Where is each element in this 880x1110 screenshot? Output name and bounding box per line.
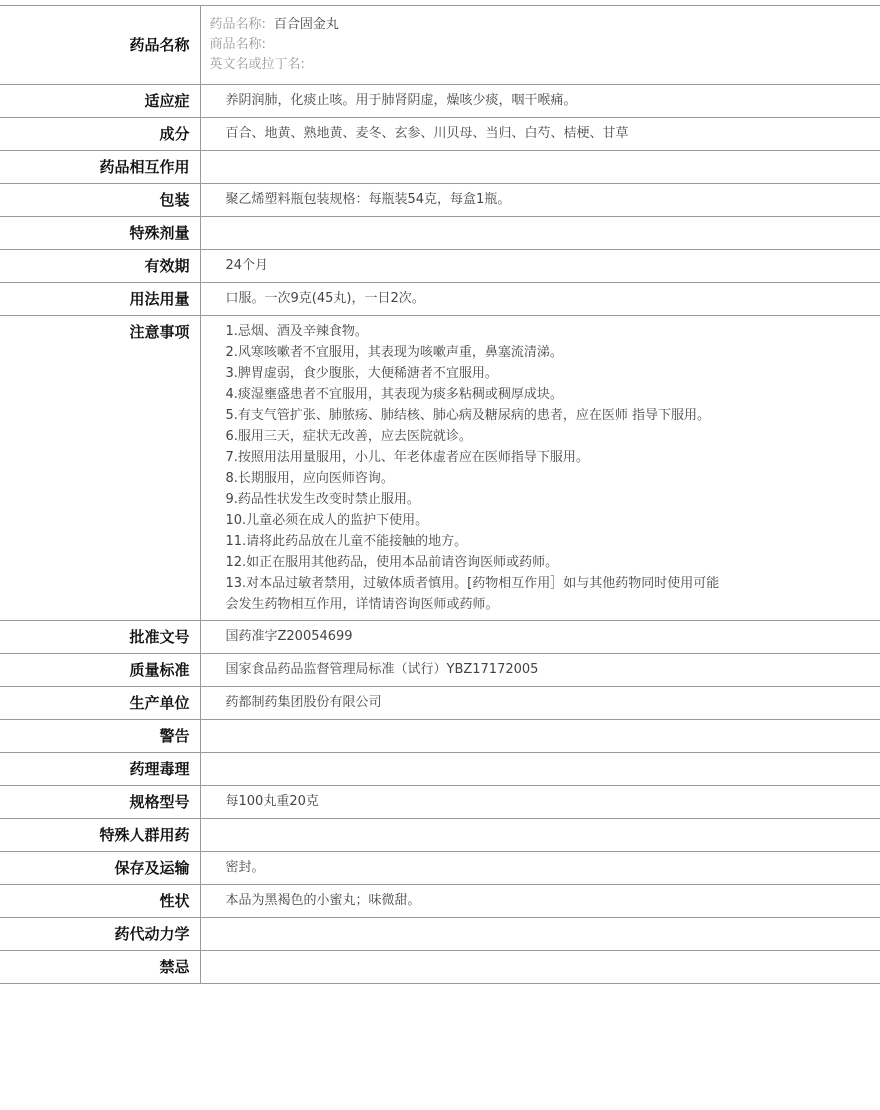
row-validity [0,250,880,283]
precaution-item: 会发生药物相互作用，详情请咨询医师或药师。 [225,597,499,612]
package-label: 包装 [0,184,200,217]
spec-label: 规格型号 [0,786,200,819]
ingredients-label: 成分 [0,118,200,151]
approval-label: 批准文号 [0,621,200,654]
usage-label: 用法用量 [0,283,200,316]
indication-label: 适应症 [0,85,200,118]
precaution-item: 11.请将此药品放在儿童不能接触的地方。 [225,534,468,549]
precaution-item: 8.长期服用，应向医师咨询。 [225,471,394,486]
contraindications-label: 禁忌 [0,951,200,984]
row-usage [0,283,880,316]
row-indication [0,85,880,118]
precautions-value [200,316,880,621]
special-dose-value [200,217,880,250]
row-character [0,885,880,918]
precaution-item: 1.忌烟、酒及辛辣食物。 [225,324,368,339]
row-storage [0,852,880,885]
character-label: 性状 [0,885,200,918]
name-label: 药品名称 [0,6,200,85]
drug-info-table [0,5,880,984]
special-groups-label: 特殊人群用药 [0,819,200,852]
precaution-item: 3.脾胃虚弱，食少腹胀，大便稀溏者不宜服用。 [225,366,498,381]
row-pharmacokinetics [0,918,880,951]
row-standard [0,654,880,687]
row-special-groups [0,819,880,852]
contraindications-value [200,951,880,984]
standard-label: 质量标准 [0,654,200,687]
row-interactions [0,151,880,184]
row-package [0,184,880,217]
character-value: 本品为黑褐色的小蜜丸；味微甜。 [225,893,421,908]
name-value [200,6,880,85]
precaution-item: 12.如正在服用其他药品，使用本品前请咨询医师或药师。 [225,555,559,570]
interactions-label: 药品相互作用 [0,151,200,184]
manufacturer-label: 生产单位 [0,687,200,720]
row-contraindications [0,951,880,984]
package-value: 聚乙烯塑料瓶包装规格：每瓶装54克，每盒1瓶。 [225,192,511,207]
ingredients-value: 百合、地黄、熟地黄、麦冬、玄参、川贝母、当归、白芍、桔梗、甘草 [225,126,629,141]
usage-value: 口服。一次9克(45丸)，一日2次。 [225,291,425,306]
precaution-item: 9.药品性状发生改变时禁止服用。 [225,492,420,507]
manufacturer-value: 药都制药集团股份有限公司 [225,695,382,710]
interactions-value [200,151,880,184]
approval-value: 国药准字Z20054699 [225,629,353,644]
standard-value: 国家食品药品监督管理局标准（试行）YBZ17172005 [225,662,539,677]
precaution-item: 13.对本品过敏者禁用，过敏体质者慎用。[药物相互作用］如与其他药物同时使用可能 [225,576,720,591]
row-manufacturer [0,687,880,720]
row-warning [0,720,880,753]
precaution-item: 6.服用三天，症状无改善，应去医院就诊。 [225,429,472,444]
precaution-item: 4.痰湿壅盛患者不宜服用，其表现为痰多粘稠或稠厚成块。 [225,387,563,402]
generic-name-value: 百合固金丸 [273,17,339,32]
toxicology-label: 药理毒理 [0,753,200,786]
warning-value [200,720,880,753]
trade-name-line: 商品名称: [209,37,266,52]
precaution-item: 5.有支气管扩张、肺脓疡、肺结核、肺心病及糖尿病的患者，应在医师 指导下服用。 [225,408,711,423]
precaution-item: 10.儿童必须在成人的监护下使用。 [225,513,429,528]
storage-label: 保存及运输 [0,852,200,885]
row-name [0,6,880,85]
pharmacokinetics-value [200,918,880,951]
row-special-dose [0,217,880,250]
generic-name-line [210,15,871,35]
validity-value: 24个月 [225,258,269,273]
storage-value: 密封。 [225,860,265,875]
precautions-label: 注意事项 [0,316,200,621]
english-name-line: 英文名或拉丁名: [209,57,305,72]
row-precautions [0,316,880,621]
spec-value: 每100丸重20克 [225,794,319,809]
indication-value: 养阴润肺，化痰止咳。用于肺肾阴虚，燥咳少痰，咽干喉痛。 [225,93,577,108]
toxicology-value [200,753,880,786]
precaution-item: 7.按照用法用量服用，小儿、年老体虚者应在医师指导下服用。 [225,450,589,465]
generic-name-prefix: 药品名称: [209,17,266,32]
validity-label: 有效期 [0,250,200,283]
row-spec [0,786,880,819]
precaution-item: 2.风寒咳嗽者不宜服用，其表现为咳嗽声重，鼻塞流清涕。 [225,345,563,360]
special-dose-label: 特殊剂量 [0,217,200,250]
row-toxicology [0,753,880,786]
warning-label: 警告 [0,720,200,753]
row-ingredients [0,118,880,151]
row-approval [0,621,880,654]
special-groups-value [200,819,880,852]
pharmacokinetics-label: 药代动力学 [0,918,200,951]
